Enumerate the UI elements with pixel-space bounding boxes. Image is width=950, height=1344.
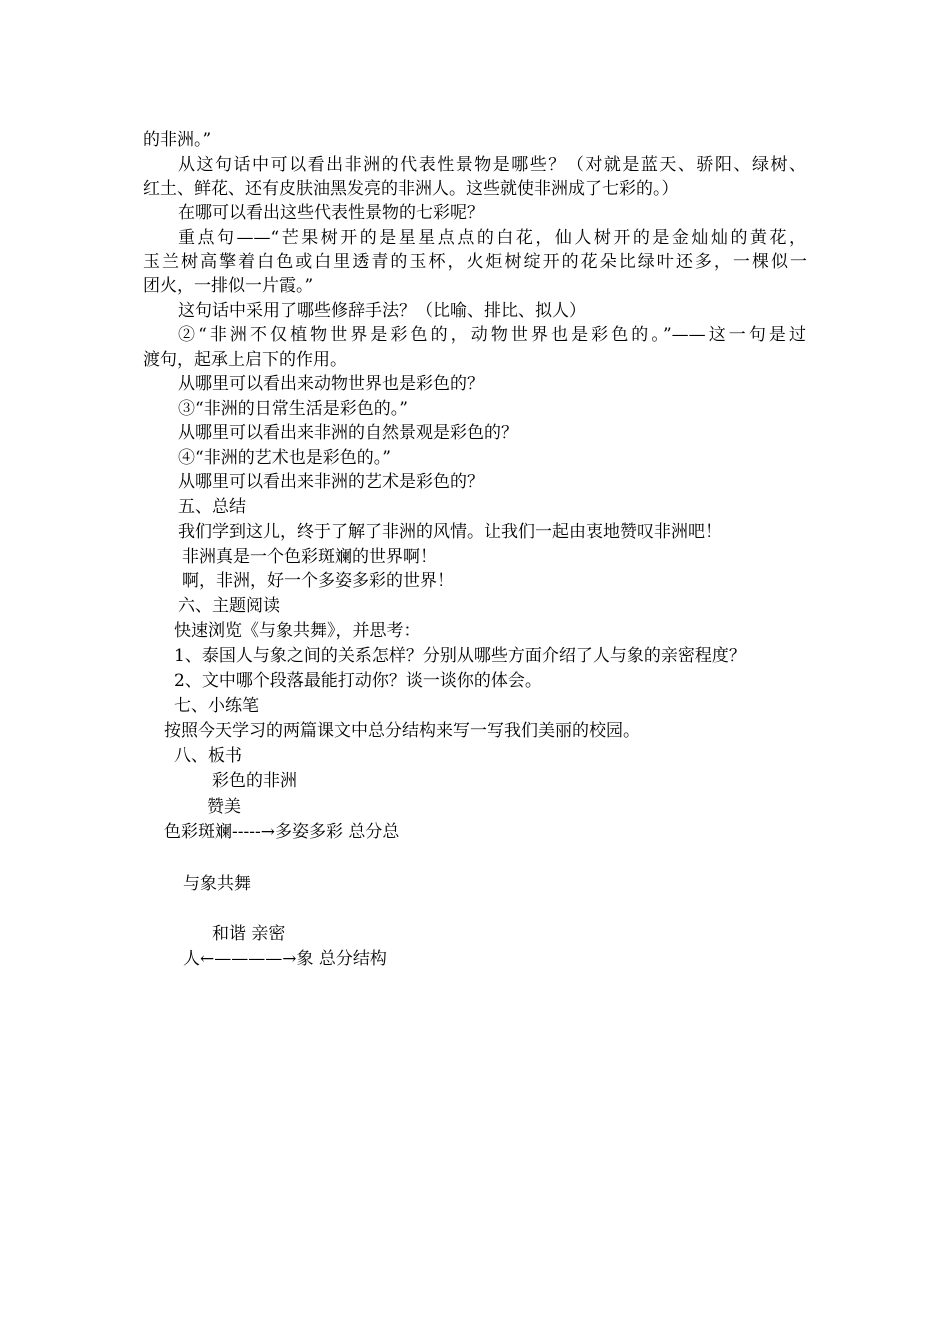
text-line: 这句话中采用了哪些修辞手法？（比喻、排比、拟人） — [178, 301, 586, 321]
board-title: 彩色的非洲 — [212, 771, 297, 791]
text-line: 渡句，起承上启下的作用。 — [143, 350, 347, 370]
text-line: 在哪可以看出这些代表性景物的七彩呢？ — [178, 203, 484, 223]
text-line: 从哪里可以看出来非洲的自然景观是彩色的？ — [178, 423, 518, 443]
text-line: 我们学到这儿，终于了解了非洲的风情。让我们一起由衷地赞叹非洲吧！ — [178, 522, 722, 542]
text-line: 从哪里可以看出来动物世界也是彩色的？ — [178, 374, 484, 394]
text-line: 从这句话中可以看出非洲的代表性景物是哪些？（对就是蓝天、骄阳、绿树、 — [178, 155, 806, 175]
text-line: 的非洲。” — [143, 130, 212, 150]
text-line: 红土、鲜花、还有皮肤油黑发亮的非洲人。这些就使非洲成了七彩的。） — [143, 179, 679, 199]
board-text: 人←————→象 总分结构 — [183, 949, 387, 969]
text-line: ④“非洲的艺术也是彩色的。” — [178, 448, 391, 468]
text-line: 重点句——“芒果树开的是星星点点的白花，仙人树开的是金灿灿的黄花， — [178, 228, 806, 248]
section-heading: 七、小练笔 — [174, 696, 259, 716]
text-line: 团火，一排似一片霞。” — [143, 276, 314, 296]
text-line: ②“非洲不仅植物世界是彩色的，动物世界也是彩色的。”——这一句是过 — [178, 325, 806, 345]
text-line: 1、泰国人与象之间的关系怎样？分别从哪些方面介绍了人与象的亲密程度？ — [174, 646, 746, 666]
text-line: 2、文中哪个段落最能打动你？谈一谈你的体会。 — [174, 671, 542, 691]
section-heading: 五、总结 — [178, 497, 246, 517]
text-line: 按照今天学习的两篇课文中总分结构来写一写我们美丽的校园。 — [164, 721, 640, 741]
text-line: ③“非洲的日常生活是彩色的。” — [178, 399, 408, 419]
text-line: 快速浏览《与象共舞》，并思考： — [174, 621, 421, 641]
section-heading: 六、主题阅读 — [178, 596, 280, 616]
section-heading: 八、板书 — [174, 746, 242, 766]
board-title: 与象共舞 — [183, 874, 251, 894]
text-line: 从哪里可以看出来非洲的艺术是彩色的？ — [178, 472, 484, 492]
board-text: 和谐 亲密 — [212, 924, 286, 944]
board-text: 赞美 — [207, 797, 241, 817]
text-line: 非洲真是一个色彩斑斓的世界啊！ — [182, 547, 437, 567]
text-line: 玉兰树高擎着白色或白里透青的玉杯，火炬树绽开的花朵比绿叶还多，一棵似一 — [143, 252, 807, 272]
board-text: 色彩斑斓-----→多姿多彩 总分总 — [164, 822, 400, 842]
text-line: 啊，非洲，好一个多姿多彩的世界！ — [182, 571, 454, 591]
